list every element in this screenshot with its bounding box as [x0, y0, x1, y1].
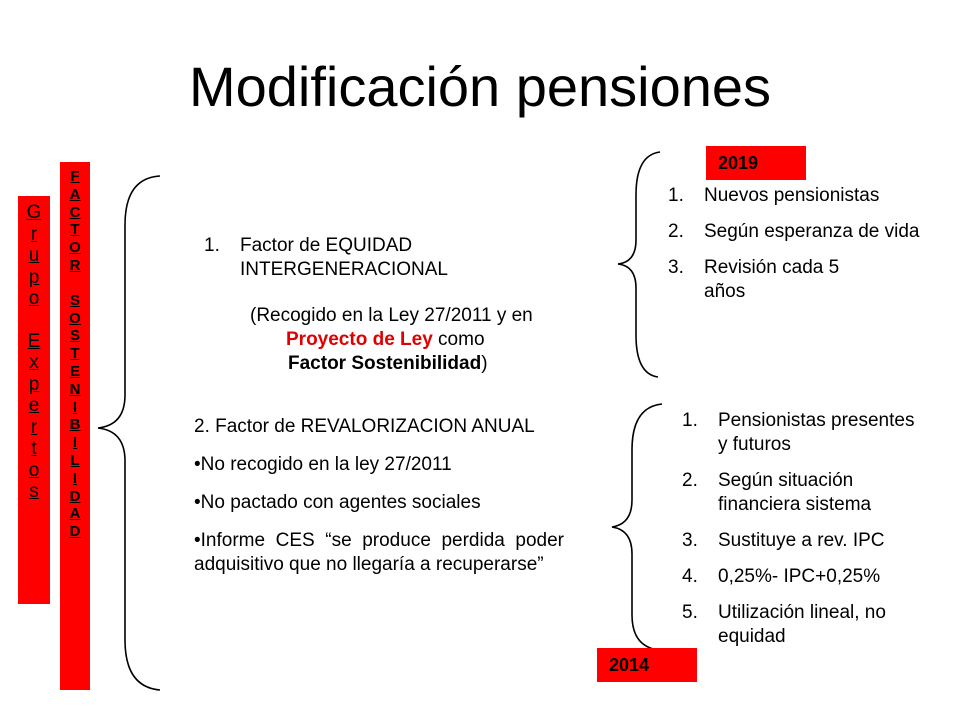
right-bottom-item-4: 4. 0,25%- IPC+0,25% — [682, 566, 881, 587]
expertos-letter: E — [27, 330, 41, 352]
sostenibilidad-letter: N — [69, 380, 81, 398]
grupo-letter: r — [30, 223, 38, 245]
sostenibilidad-letter: E — [69, 362, 80, 380]
item2-bullet-3: •Informe CES “se produce perdida poder adquisitivo que no llegaría a recuperarse” — [194, 530, 564, 575]
grupo-letter: G — [26, 202, 42, 223]
year-2014-badge: 2014 — [597, 648, 697, 682]
item2-bullet-2: •No pactado con agentes sociales — [194, 492, 481, 513]
grupo-letter: p — [28, 266, 40, 288]
expertos-letter: r — [30, 416, 38, 438]
sostenibilidad-letter: I — [72, 469, 78, 487]
sostenibilidad-letter: T — [70, 345, 80, 363]
year-2019-badge: 2019 — [706, 146, 806, 180]
proyecto-de-ley-text: Proyecto de Ley — [286, 329, 433, 350]
sostenibilidad-letter: I — [72, 434, 78, 452]
right-top-item-2: 2. Según esperanza de vida — [668, 221, 920, 242]
factor-letter: T — [70, 221, 80, 239]
sostenibilidad-letter: D — [69, 487, 81, 505]
factor-letter: O — [69, 239, 81, 257]
item1-note-como: como — [432, 329, 485, 350]
expertos-letter: o — [28, 459, 40, 481]
factor-letter: A — [69, 185, 81, 203]
right-bottom-item-1: 1. Pensionistas presentes y futuros — [682, 410, 915, 455]
sostenibilidad-letter: S — [69, 291, 80, 309]
main-left-brace — [98, 176, 160, 690]
right-bottom-item-2: 2. Según situación financiera sistema — [682, 470, 872, 515]
sostenibilidad-letter: B — [69, 416, 81, 434]
sostenibilidad-letter: A — [69, 505, 81, 523]
slide-title: Modificación pensiones — [188, 55, 772, 118]
factor-sostenibilidad-text: Factor Sostenibilidad — [288, 353, 482, 374]
item2-bullet-1: •No recogido en la ley 27/2011 — [194, 454, 452, 475]
factor-letter: F — [70, 168, 80, 185]
sostenibilidad-letter: I — [72, 398, 78, 416]
item1-text: Factor de EQUIDAD INTERGENERACIONAL — [240, 235, 448, 280]
item1-note — [240, 304, 620, 376]
factor-letter: C — [69, 203, 81, 221]
expertos-letter: s — [29, 481, 39, 502]
factor-letter: R — [69, 256, 81, 274]
expertos-letter: x — [29, 352, 39, 373]
bottom-right-brace — [612, 404, 662, 650]
right-top-item-1: 1. Nuevos pensionistas — [668, 185, 880, 206]
sostenibilidad-letter: O — [69, 309, 81, 327]
right-bottom-item-5: 5. Utilización lineal, no equidad — [682, 602, 886, 647]
top-right-brace — [618, 152, 660, 377]
item1-number: 1. — [204, 235, 220, 256]
expertos-letter: t — [31, 438, 37, 459]
right-top-list — [668, 184, 938, 304]
grupo-letter: u — [28, 245, 40, 266]
right-bottom-list — [682, 409, 942, 649]
item1-note-line1: (Recogido en la Ley 27/2011 y en — [250, 305, 533, 326]
grupo-letter: o — [28, 288, 40, 309]
item2-heading: 2. Factor de REVALORIZACION ANUAL — [194, 416, 535, 437]
item1-note-close: ) — [481, 353, 488, 374]
sostenibilidad-letter: L — [70, 451, 80, 469]
sostenibilidad-letter: S — [69, 327, 80, 345]
right-bottom-item-3: 3. Sustituye a rev. IPC — [682, 530, 885, 551]
expertos-letter: p — [28, 373, 40, 395]
right-top-item-3: 3. Revisión cada 5 años — [668, 257, 840, 302]
sostenibilidad-letter: D — [69, 523, 81, 541]
expertos-letter: e — [28, 395, 40, 416]
item2-block — [194, 415, 564, 577]
item1-block — [204, 234, 504, 282]
